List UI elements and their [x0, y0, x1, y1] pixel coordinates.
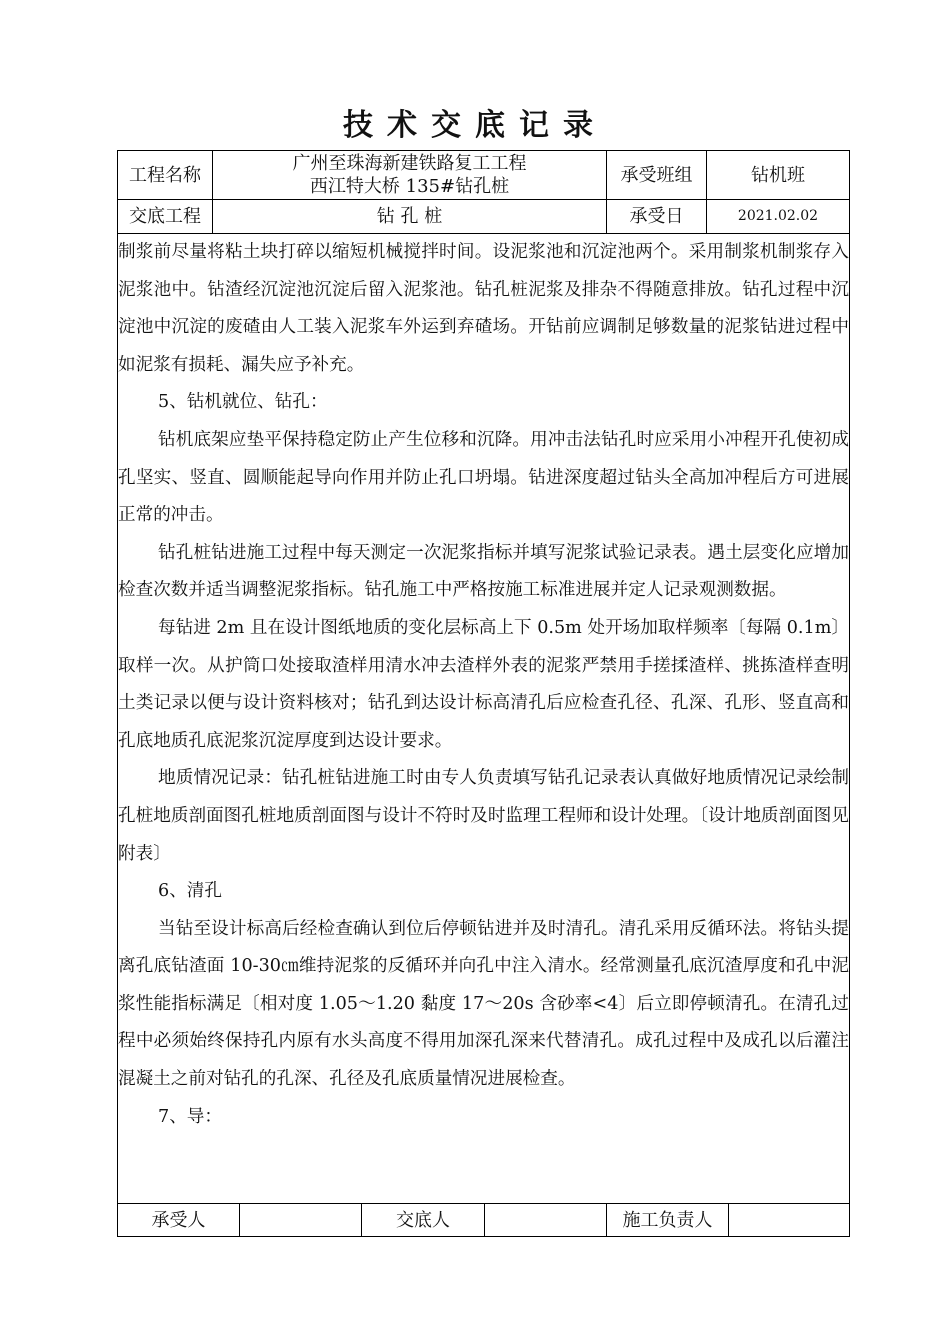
- content-paragraph: 制浆前尽量将粘土块打碎以缩短机械搅拌时间。设泥浆池和沉淀池两个。采用制浆机制浆存入泥浆池中。钻渣经沉淀池沉淀后留入泥浆池。钻孔桩泥浆及排杂不得随意排放。钻孔过程中沉淀池中沉淀的废碴由人工装入泥浆车外运到弃碴场。开钻前应调制足够数量的泥浆钻进过程中如泥浆有损耗、漏失应予补充。: [118, 242, 849, 375]
- section-heading: 6、清孔: [158, 881, 222, 902]
- receiver-signature: [240, 1204, 361, 1237]
- content-paragraph: 当钻至设计标高后经检查确认到位后停顿钻进并及时清孔。清孔采用反循环法。将钻头提离孔底钻渣面 10-30㎝维持泥浆的反循环并向孔中注入清水。经常测量孔底沉渣厚度和孔中泥浆性能指标满足〔相对度 1.05～1.20 黏度 17～20s 含砂率<4〕后立即停顿清孔。在清孔过程中必须始终保持孔内原有水头高度不得用加深孔深来代替清孔。成孔过程中及成孔以后灌注混凝土之前对钻孔的孔深、孔径及孔底质量情况进展检查。: [118, 918, 849, 1090]
- content-paragraph: 地质情况记录：钻孔桩钻进施工时由专人负责填写钻孔记录表认真做好地质情况记录绘制孔桩地质剖面图孔桩地质剖面图与设计不符时及时监理工程师和设计处理。〔设计地质剖面图见附表〕: [118, 768, 849, 864]
- content-paragraph: 每钻进 2m 且在设计图纸地质的变化层标高上下 0.5m 处开场加取样频率〔每隔 0.1m〕取样一次。从护筒口处接取渣样用清水冲去渣样外表的泥浆严禁用手搓揉渣样、挑拣渣样查明土类记录以便与设计资料核对；钻孔到达设计标高清孔后应检查孔径、孔深、孔形、竖直高和孔底地质孔底泥浆沉淀厚度到达设计要求。: [118, 617, 849, 751]
- discloser-signature: [485, 1204, 606, 1237]
- construction-lead-label: 施工负责人: [622, 1210, 713, 1231]
- content-paragraph: 钻孔桩钻进施工过程中每天测定一次泥浆指标并填写泥浆试验记录表。遇土层变化应增加检查次数并适当调整泥浆指标。钻孔施工中严格按施工标准进展并定人记录观测数据。: [118, 542, 849, 601]
- section-heading: 7、导：: [158, 1106, 222, 1127]
- receiving-team-value: 钻机班: [751, 164, 805, 186]
- page-title: 技术交底记录: [343, 108, 607, 143]
- project-name-line1: 广州至珠海新建铁路复工工程: [292, 153, 527, 174]
- disclosure-content: [118, 234, 849, 1199]
- project-name-line2: 西江特大桥 135#钻孔桩: [309, 176, 510, 197]
- receiving-date-label: 承受日: [629, 206, 684, 227]
- receiving-team-label: 承受班组: [620, 164, 693, 186]
- disclosure-project-label: 交底工程: [129, 206, 201, 227]
- discloser-label: 交底人: [396, 1210, 450, 1231]
- section-heading: 5、钻机就位、钻孔：: [158, 392, 328, 413]
- project-name-label: 工程名称: [129, 164, 201, 186]
- disclosure-project-value: 钻 孔 桩: [376, 206, 443, 227]
- receiving-date-value: 2021.02.02: [737, 208, 819, 224]
- receiver-label: 承受人: [151, 1210, 206, 1231]
- project-name-value: [213, 151, 606, 199]
- construction-lead-signature: [729, 1204, 849, 1237]
- content-paragraph: 钻机底架应垫平保持稳定防止产生位移和沉降。用冲击法钻孔时应采用小冲程开孔使初成孔坚实、竖直、圆顺能起导向作用并防止孔口坍塌。钻进深度超过钻头全高加冲程后方可进展正常的冲击。: [118, 429, 849, 526]
